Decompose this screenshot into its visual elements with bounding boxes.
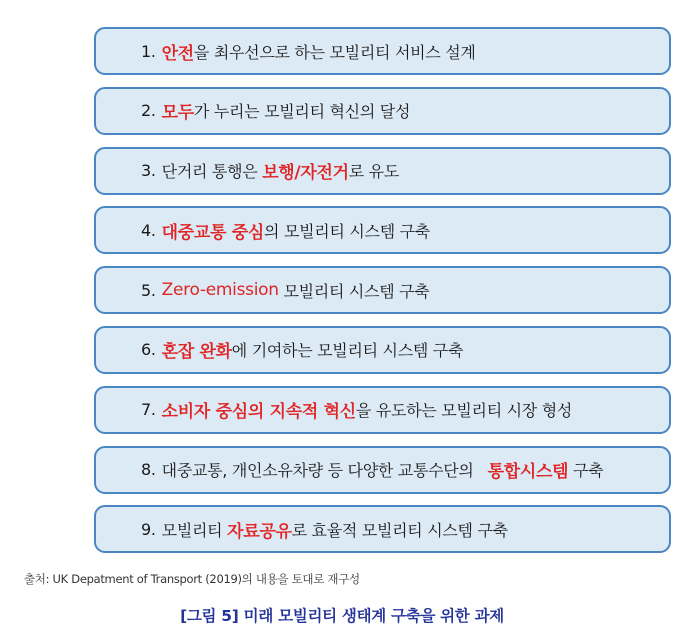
- list-item: [94, 446, 671, 494]
- item-number: 8.: [141, 460, 156, 480]
- list-item: [94, 505, 671, 553]
- item-text-post: 로 효율적 모빌리티 시스템 구축: [291, 520, 508, 540]
- item-highlight: Zero-emission: [161, 280, 279, 301]
- item-text-pre: 대중교통, 개인소유차량 등 다양한 교통수단의: [161, 461, 474, 481]
- list-item: [94, 87, 671, 135]
- item-text-post: 모빌리티 시스템 구축: [278, 281, 430, 301]
- list-item: [94, 326, 671, 374]
- list-item: [94, 266, 671, 314]
- item-text-post: 구축: [568, 461, 604, 481]
- list-item: [94, 206, 671, 254]
- item-highlight: 자료공유: [227, 521, 292, 542]
- item-number: 9.: [141, 519, 156, 539]
- list-item: [94, 27, 671, 75]
- source-note: 출처: UK Depatment of Transport (2019)의 내용을 토대로 재구성: [24, 572, 360, 586]
- item-highlight: 보행/자전거: [262, 163, 349, 184]
- item-number: 7.: [141, 400, 156, 420]
- item-highlight: 모두: [161, 103, 194, 124]
- item-text-post: 을 최우선으로 하는 모빌리티 서비스 설계: [193, 42, 476, 62]
- item-number: 6.: [141, 340, 156, 360]
- item-number: 5.: [141, 280, 156, 300]
- item-number: 1.: [141, 41, 156, 61]
- item-text-post: 에 기여하는 모빌리티 시스템 구축: [231, 341, 464, 361]
- list-item: [94, 147, 671, 195]
- item-number: 4.: [141, 220, 156, 240]
- list-item: [94, 386, 671, 434]
- item-text-post: 의 모빌리티 시스템 구축: [264, 221, 430, 241]
- item-highlight: 소비자 중심의 지속적 혁신: [161, 402, 356, 423]
- figure-caption: [그림 5] 미래 모빌리티 생태계 구축을 위한 과제: [180, 607, 504, 625]
- item-highlight: 혼잡 완화: [161, 342, 232, 363]
- item-number: 3.: [141, 161, 156, 181]
- item-text-post: 로 유도: [348, 162, 399, 182]
- task-list: [94, 27, 671, 565]
- item-text-pre: 모빌리티: [161, 520, 228, 540]
- item-highlight: 안전: [161, 43, 194, 64]
- item-text-post: 가 누리는 모빌리티 혁신의 달성: [193, 102, 411, 122]
- item-highlight: 통합시스템: [487, 462, 569, 483]
- item-text-pre: 단거리 통행은: [161, 162, 263, 182]
- item-number: 2.: [141, 101, 156, 121]
- item-highlight: 대중교통 중심: [161, 222, 265, 243]
- item-text-post: 을 유도하는 모빌리티 시장 형성: [355, 401, 573, 421]
